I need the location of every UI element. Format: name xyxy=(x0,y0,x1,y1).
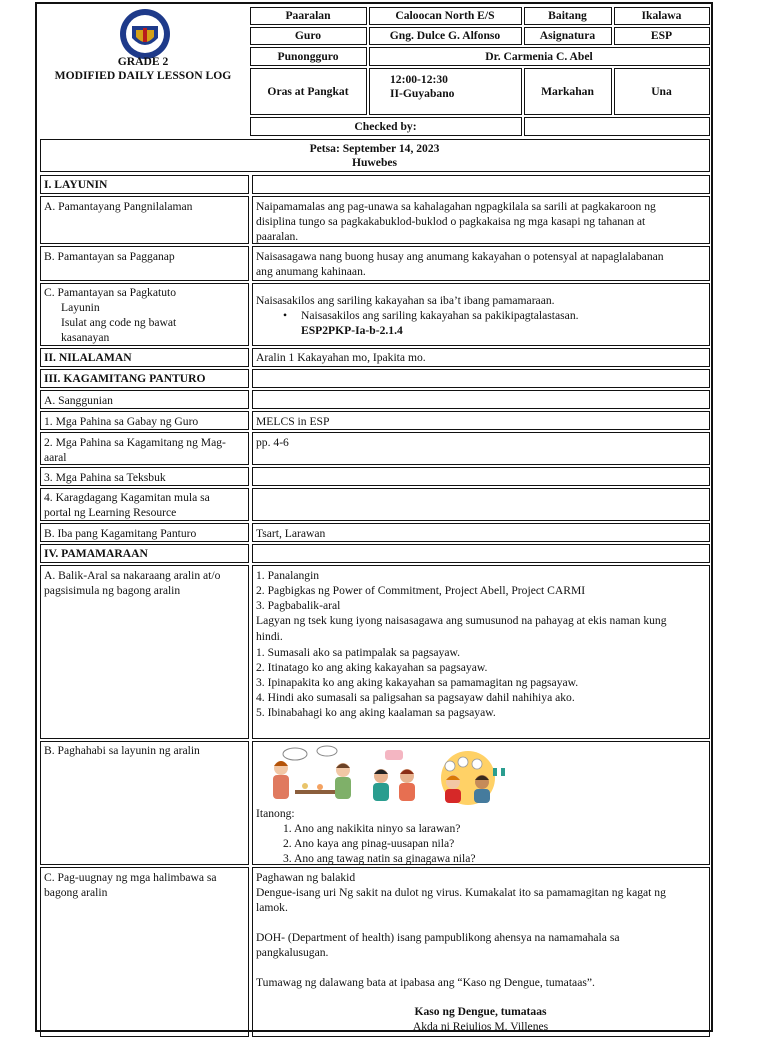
gabay-value-cell xyxy=(252,411,710,430)
baitang-value: Ikalawa xyxy=(641,9,682,22)
paghahabi-label: B. Paghahabi sa layunin ng aralin xyxy=(44,744,200,757)
competency-code: ESP2PKP-Ia-b-2.1.4 xyxy=(301,324,403,337)
balik-aral-line: 2. Itinatago ko ang aking kakayahan sa pagsayaw. xyxy=(256,661,488,674)
date-cell xyxy=(40,139,710,172)
nilalaman-value: Aralin 1 Kakayahan mo, Ipakita mo. xyxy=(256,351,426,364)
oras-value-cell xyxy=(369,68,522,115)
lesson-log-page xyxy=(35,2,713,1032)
balik-aral-line: 2. Pagbigkas ng Power of Commitment, Project Abell, Project CARMI xyxy=(256,584,586,597)
layunin-heading: I. LAYUNIN xyxy=(44,178,108,191)
teksbuk-label-cell xyxy=(40,467,249,486)
oras-time: 12:00-12:30 xyxy=(390,73,448,86)
iba-value-cell xyxy=(252,523,710,542)
pagganap-text-line: ang anumang kahinaan. xyxy=(256,265,366,278)
pangnilalaman-text-line: paaralan. xyxy=(256,230,299,243)
guro-value: Gng. Dulce G. Alfonso xyxy=(389,29,501,42)
kagamitan-heading: III. KAGAMITANG PANTURO xyxy=(44,372,206,385)
balik-aral-label: A. Balik-Aral sa nakaraang aralin at/o xyxy=(44,569,221,582)
balik-aral-line: Lagyan ng tsek kung iyong naisasagawa ang sumusunod na pahayag at ekis naman kung xyxy=(256,614,667,627)
layunin-heading-cell xyxy=(40,175,249,194)
balik-aral-line: 1. Panalangin xyxy=(256,569,320,582)
kagamitan-blank-cell xyxy=(252,369,710,388)
asignatura-label-cell xyxy=(524,27,612,45)
pangnilalaman-label-cell xyxy=(40,196,249,244)
pagkatuto-label: C. Pamantayan sa Pagkatuto xyxy=(44,286,177,299)
gabay-label: 1. Mga Pahina sa Gabay ng Guro xyxy=(44,415,199,428)
guro-label-cell xyxy=(250,27,367,45)
iba-label-cell xyxy=(40,523,249,542)
asignatura-value-cell xyxy=(614,27,710,45)
layunin-blank-cell xyxy=(252,175,710,194)
oras-label: Oras at Pangkat xyxy=(267,85,349,98)
pangnilalaman-text-line: disiplina tungo sa pagkakabuklod-buklod o pagkakaisa ng mga kasapi ng tahanan at xyxy=(256,215,646,228)
pamamaraan-heading: IV. PAMAMARAAN xyxy=(44,547,148,560)
punongguro-label-cell xyxy=(250,47,367,66)
day-text: Huwebes xyxy=(351,156,398,169)
pag-uugnay-line: Paghawan ng balakid xyxy=(256,871,356,884)
markahan-label-cell xyxy=(524,68,612,115)
pagkatuto-label-cell xyxy=(40,283,249,346)
punongguro-value-cell xyxy=(369,47,710,66)
pagkatuto-bullet-text: Naisasakilos ang sariling kakayahan sa pakikipagtalastasan. xyxy=(301,309,579,322)
itanong-label: Itanong: xyxy=(256,807,295,820)
bullet-icon: • xyxy=(283,309,288,322)
people-talking-illustration xyxy=(265,744,515,806)
pag-uugnay-line: DOH- (Department of health) isang pampublikong ahensya na namamahala sa xyxy=(256,931,620,944)
paaralan-value-cell xyxy=(369,7,522,25)
oras-section: II-Guyabano xyxy=(390,87,455,100)
paghahabi-label-cell xyxy=(40,741,249,865)
paaralan-value: Caloocan North E/S xyxy=(395,9,495,22)
pagganap-text-cell xyxy=(252,246,710,281)
pagkatuto-label: Isulat ang code ng bawat xyxy=(61,316,177,329)
checked-by-label: Checked by: xyxy=(354,120,417,133)
balik-aral-label-cell xyxy=(40,565,249,739)
balik-aral-label: pagsisimula ng bagong aralin xyxy=(44,584,181,597)
question-item: 1. Ano ang nakikita ninyo sa larawan? xyxy=(283,822,461,835)
pagkatuto-text-cell xyxy=(252,283,710,346)
pamamaraan-blank-cell xyxy=(252,544,710,563)
markahan-value-cell xyxy=(614,68,710,115)
gabay-value: MELCS in ESP xyxy=(256,415,330,428)
nilalaman-value-cell xyxy=(252,348,710,367)
balik-aral-line: 4. Hindi ako sumasali sa paligsahan sa pagsayaw dahil nahihiya ako. xyxy=(256,691,575,704)
question-item: 2. Ano kaya ang pinag-uusapan nila? xyxy=(283,837,455,850)
karagdagan-label-cell xyxy=(40,488,249,521)
pagkatuto-label: Layunin xyxy=(61,301,100,314)
pag-uugnay-label: bagong aralin xyxy=(44,886,108,899)
karagdagan-label: 4. Karagdagang Kagamitan mula sa xyxy=(44,491,210,504)
nilalaman-heading-cell xyxy=(40,348,249,367)
markahan-value: Una xyxy=(651,85,672,98)
kagamitang-mag-aaral-value: pp. 4-6 xyxy=(256,436,289,449)
kagamitang-mag-aaral-label: aaral xyxy=(44,451,67,464)
punongguro-value: Dr. Carmenia C. Abel xyxy=(485,50,593,63)
guro-label: Guro xyxy=(294,29,322,42)
asignatura-label: Asignatura xyxy=(539,29,596,42)
pag-uugnay-line: pangkalusugan. xyxy=(256,946,329,959)
balik-aral-line: 1. Sumasali ako sa patimpalak sa pagsayaw. xyxy=(256,646,461,659)
karagdagan-label: portal ng Learning Resource xyxy=(44,506,177,519)
pamamaraan-heading-cell xyxy=(40,544,249,563)
markahan-label: Markahan xyxy=(541,85,594,98)
teksbuk-label: 3. Mga Pahina sa Teksbuk xyxy=(44,471,166,484)
pag-uugnay-label-cell xyxy=(40,867,249,1037)
pagkatuto-text-line: Naisasakilos ang sariling kakayahan sa iba’t ibang pamamaraan. xyxy=(256,294,555,307)
paaralan-label: Paaralan xyxy=(285,9,331,22)
pagganap-text-line: Naisasagawa nang buong husay ang anumang kakayahan o potensyal at napaglalabanan xyxy=(256,250,664,263)
pagganap-label: B. Pamantayan sa Pagganap xyxy=(44,250,175,263)
oras-label-cell xyxy=(250,68,367,115)
paaralan-label-cell xyxy=(250,7,367,25)
iba-value: Tsart, Larawan xyxy=(256,527,326,540)
punongguro-label: Punongguro xyxy=(277,50,339,63)
question-item: 3. Ano ang tawag natin sa ginagawa nila? xyxy=(283,852,476,865)
date-text: Petsa: September 14, 2023 xyxy=(309,142,440,155)
pag-uugnay-text-cell xyxy=(252,867,710,1037)
story-title: Kaso ng Dengue, tumataas xyxy=(414,1005,547,1018)
pag-uugnay-line: Dengue-isang uri Ng sakit na dulot ng virus. Kumakalat ito sa pamamagitan ng kagat ng xyxy=(256,886,666,899)
pag-uugnay-label: C. Pag-uugnay ng mga halimbawa sa xyxy=(44,871,217,884)
paghahabi-text-cell xyxy=(252,741,710,865)
balik-aral-text-cell xyxy=(252,565,710,739)
balik-aral-line: hindi. xyxy=(256,630,283,643)
sanggunian-blank-cell xyxy=(252,390,710,409)
sanggunian-label-cell xyxy=(40,390,249,409)
story-author: Akda ni Reiulios M. Villenes xyxy=(412,1020,549,1033)
kagamitang-mag-aaral-label-cell xyxy=(40,432,249,465)
baitang-label: Baitang xyxy=(548,9,587,22)
pangnilalaman-label: A. Pamantayang Pangnilalaman xyxy=(44,200,193,213)
guro-value-cell xyxy=(369,27,522,45)
checked-by-signature-cell xyxy=(524,117,710,136)
karagdagan-blank-cell xyxy=(252,488,710,521)
baitang-label-cell xyxy=(524,7,612,25)
balik-aral-line: 3. Pagbabalik-aral xyxy=(256,599,341,612)
gabay-label-cell xyxy=(40,411,249,430)
kagamitang-mag-aaral-label: 2. Mga Pahina sa Kagamitang ng Mag- xyxy=(44,436,226,449)
pag-uugnay-line: lamok. xyxy=(256,901,288,914)
baitang-value-cell xyxy=(614,7,710,25)
nilalaman-heading: II. NILALAMAN xyxy=(44,351,132,364)
pag-uugnay-line: Tumawag ng dalawang bata at ipabasa ang “Kaso ng Dengue, tumataas”. xyxy=(256,976,595,989)
log-title: MODIFIED DAILY LESSON LOG xyxy=(54,69,232,82)
kagamitang-mag-aaral-value-cell xyxy=(252,432,710,465)
iba-label: B. Iba pang Kagamitang Panturo xyxy=(44,527,197,540)
balik-aral-line: 5. Ibinabahagi ko ang aking kaalaman sa pagsayaw. xyxy=(256,706,496,719)
sanggunian-label: A. Sanggunian xyxy=(44,394,113,407)
teksbuk-blank-cell xyxy=(252,467,710,486)
grade-label: GRADE 2 xyxy=(117,55,169,68)
kagamitan-heading-cell xyxy=(40,369,249,388)
pangnilalaman-text-line: Naipamamalas ang pag-unawa sa kahalagahan ngpagkilala sa sarili at pagkakaroon ng xyxy=(256,200,656,213)
pangnilalaman-text-cell xyxy=(252,196,710,244)
pagkatuto-label: kasanayan xyxy=(61,331,110,344)
balik-aral-line: 3. Ipinapakita ko ang aking kakayahan sa pamamagitan ng pagsayaw. xyxy=(256,676,579,689)
checked-by-cell xyxy=(250,117,522,136)
pagganap-label-cell xyxy=(40,246,249,281)
asignatura-value: ESP xyxy=(650,29,673,42)
